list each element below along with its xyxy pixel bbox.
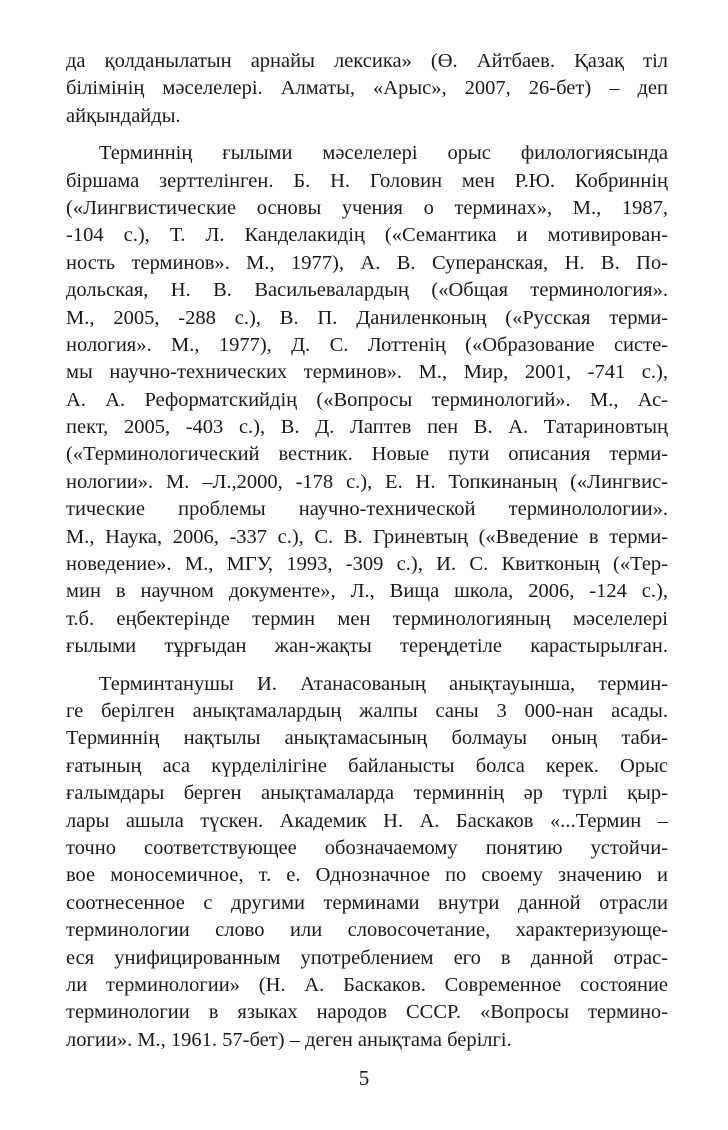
- text-line: тические проблемы научно-технической терминолологии».: [66, 498, 668, 521]
- text-line: терминологии слово или словосочетание, характеризующе-: [66, 919, 668, 942]
- text-line: біршама зерттелінген. Б. Н. Головин мен Р.Ю. Кобриннің: [66, 169, 668, 192]
- text-line: («Терминологический вестник. Новые пути описания терми-: [66, 443, 668, 466]
- text-line: («Лингвистические основы учения о терминах», М., 1987,: [66, 196, 668, 219]
- text-line: ғылыми тұрғыдан жан-жақты тереңдетіле карастырылған.: [66, 635, 668, 658]
- text-line: т.б. еңбектерінде термин мен терминологияның мәселелері: [66, 607, 668, 630]
- text-line: логии». М., 1961. 57-бет) – деген анықтама берілгі.: [66, 1028, 512, 1051]
- text-line: точно соответствующее обозначаемому понятию устойчи-: [66, 836, 668, 859]
- text-line: білімінің мәселелері. Алматы, «Арыс», 2007, 26-бет) – деп: [66, 77, 668, 100]
- page-number: 5: [358, 1066, 370, 1090]
- text-line: нология». М., 1977), Д. С. Лоттенің («Образование систе-: [66, 333, 668, 356]
- paragraph-2: [66, 140, 668, 660]
- text-line: мы научно-технических терминов». М., Мир, 2001, -741 с.),: [66, 361, 668, 384]
- text-line: -104 с.), Т. Л. Канделакидің («Семантика и мотивирован-: [66, 224, 668, 247]
- text-line: А. А. Реформатскийдің («Вопросы терминологий». М., Ас-: [66, 388, 668, 411]
- text-line: еся унифицированным употреблением его в данной отрас-: [66, 946, 668, 969]
- text-line: лары ашыла түскен. Академик Н. А. Баскаков «...Термин –: [66, 809, 668, 832]
- text-line: ность терминов». М., 1977), А. В. Суперанская, Н. В. По-: [66, 251, 668, 274]
- text-line: ғатының аса күрделілігіне байланысты болса керек. Орыс: [66, 754, 668, 777]
- text-line: мин в научном документе», Л., Вища школа, 2006, -124 с.),: [66, 580, 668, 603]
- text-line: дольская, Н. В. Васильевалардың («Общая терминология».: [66, 279, 668, 302]
- document-page: [66, 48, 668, 1054]
- paragraph-gap: [66, 130, 668, 140]
- text-line: ге берілген анықтамалардың жалпы саны 3 000-нан асады.: [66, 699, 668, 722]
- text-line: ли терминологии» (Н. А. Баскаков. Современное состояние: [66, 973, 668, 996]
- text-line: М., 2005, -288 с.), В. П. Даниленконың («Русская терми-: [66, 306, 668, 329]
- text-line: Терминтанушы И. Атанасованың анықтауынша, термин-: [99, 672, 668, 695]
- text-line: Терминнің нақтылы анықтамасының болмауы оның таби-: [66, 727, 668, 750]
- text-line: ғалымдары берген анықтамаларда терминнің әр түрлі қыр-: [66, 782, 668, 805]
- text-line: айқындайды.: [66, 104, 181, 127]
- text-line: соотнесенное с другими терминами внутри данной отрасли: [66, 891, 668, 914]
- paragraph-3: [66, 671, 668, 1054]
- paragraph-1: [66, 48, 668, 130]
- text-line: новедение». М., МГУ, 1993, -309 с.), И. С. Квитконың («Тер-: [66, 553, 668, 576]
- text-line: Терминнің ғылыми мәселелері орыс филологиясында: [99, 142, 668, 165]
- text-line: терминологии в языках народов СССР. «Вопросы термино-: [66, 1001, 668, 1024]
- text-line: да қолданылатын арнайы лексика» (Ө. Айтбаев. Қазақ тіл: [66, 50, 668, 72]
- paragraph-gap: [66, 661, 668, 671]
- text-line: вое моносемичное, т. е. Однозначное по своему значению и: [66, 864, 668, 887]
- text-line: М., Наука, 2006, -337 с.), С. В. Гриневтың («Введение в терми-: [66, 525, 668, 548]
- text-line: пект, 2005, -403 с.), В. Д. Лаптев пен В. А. Татариновтың: [66, 416, 668, 439]
- text-line: нологии». М. –Л.,2000, -178 с.), Е. Н. Топкинаның («Лингвис-: [66, 470, 668, 493]
